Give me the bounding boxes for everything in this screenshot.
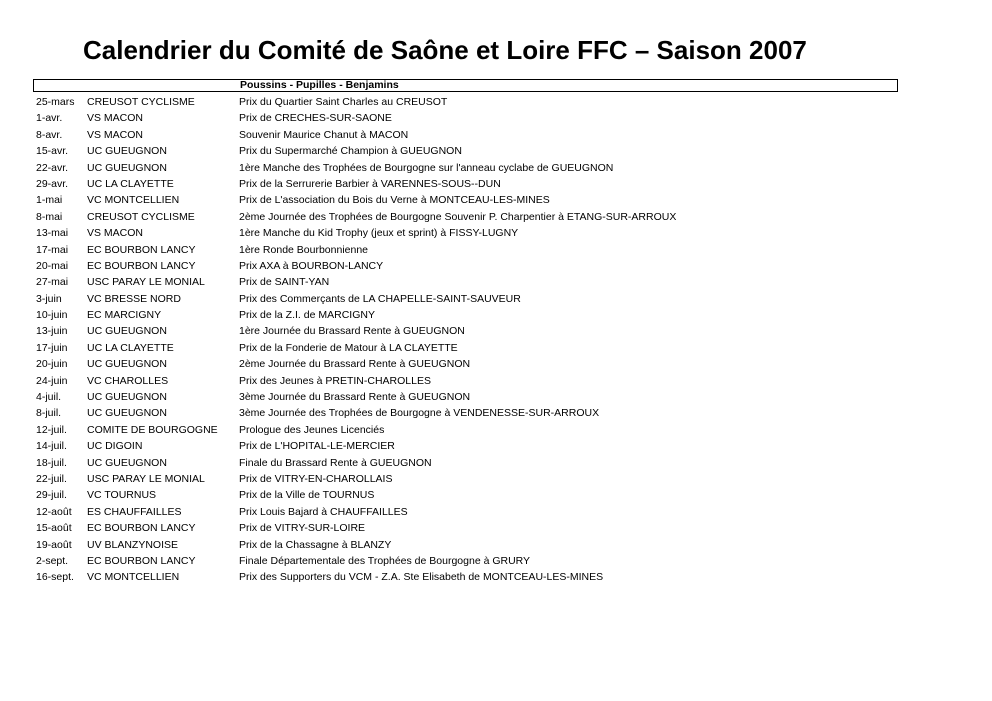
- event-name: Prix du Supermarché Champion à GUEUGNON: [239, 145, 462, 158]
- event-club: VC BRESSE NORD: [87, 292, 181, 305]
- event-name: Prix de CRECHES-SUR-SAONE: [239, 112, 392, 125]
- category-header-row: [33, 79, 898, 92]
- event-club: EC BOURBON LANCY: [87, 522, 196, 535]
- event-club: VS MACON: [87, 128, 144, 141]
- event-name: Prix de VITRY-SUR-LOIRE: [239, 522, 366, 535]
- category-header: Poussins - Pupilles - Benjamins: [240, 79, 399, 91]
- event-club: VS MACON: [87, 227, 144, 240]
- event-date: 15-août: [36, 522, 72, 535]
- event-row: [36, 307, 916, 323]
- event-club: UC GUEUGNON: [87, 325, 167, 338]
- event-list: [36, 94, 916, 586]
- event-date: 19-août: [36, 538, 72, 551]
- event-club: VC MONTCELLIEN: [87, 194, 180, 207]
- event-club: USC PARAY LE MONIAL: [87, 472, 205, 485]
- event-date: 1-mai: [36, 194, 63, 207]
- event-name: Prix du Quartier Saint Charles au CREUSOT: [239, 96, 448, 108]
- event-row: [36, 323, 916, 339]
- event-date: 27-mai: [36, 276, 69, 289]
- event-date: 14-juil.: [36, 440, 67, 453]
- event-date: 24-juin: [36, 374, 68, 387]
- event-row: [36, 487, 916, 503]
- event-row: [36, 127, 916, 143]
- event-row: [36, 192, 916, 208]
- event-date: 20-mai: [36, 259, 69, 272]
- event-row: [36, 340, 916, 356]
- event-club: EC BOURBON LANCY: [87, 259, 196, 272]
- event-date: 15-avr.: [36, 145, 69, 158]
- event-club: UC GUEUGNON: [87, 161, 167, 174]
- event-name: 2ème Journée des Trophées de Bourgogne Souvenir P. Charpentier à ETANG-SUR-ARROUX: [239, 210, 677, 223]
- event-club: CREUSOT CYCLISME: [87, 96, 195, 108]
- event-name: Prix de la Fonderie de Matour à LA CLAYETTE: [239, 341, 458, 354]
- event-row: [36, 274, 916, 290]
- event-club: UV BLANZYNOISE: [87, 538, 179, 551]
- event-name: Prix de la Ville de TOURNUS: [239, 489, 375, 502]
- event-name: 3ème Journée des Trophées de Bourgogne à VENDENESSE-SUR-ARROUX: [239, 407, 600, 420]
- event-row: [36, 504, 916, 520]
- event-name: Finale du Brassard Rente à GUEUGNON: [239, 456, 432, 469]
- event-row: [36, 356, 916, 372]
- event-date: 8-mai: [36, 210, 63, 223]
- event-name: Prix de VITRY-EN-CHAROLLAIS: [239, 472, 393, 485]
- event-row: [36, 569, 916, 585]
- event-club: USC PARAY LE MONIAL: [87, 276, 205, 289]
- event-club: EC BOURBON LANCY: [87, 243, 196, 256]
- event-row: [36, 438, 916, 454]
- event-name: Prix des Supporters du VCM - Z.A. Ste Elisabeth de MONTCEAU-LES-MINES: [239, 571, 604, 584]
- event-name: Souvenir Maurice Chanut à MACON: [239, 128, 409, 141]
- event-row: [36, 422, 916, 438]
- event-date: 13-juin: [36, 325, 68, 338]
- event-date: 8-juil.: [36, 407, 62, 420]
- event-row: [36, 537, 916, 553]
- event-date: 20-juin: [36, 358, 68, 371]
- event-name: Prix de la Z.I. de MARCIGNY: [239, 309, 375, 322]
- event-name: 1ère Manche du Kid Trophy (jeux et sprint) à FISSY-LUGNY: [239, 227, 519, 240]
- event-club: UC GUEUGNON: [87, 456, 167, 469]
- event-date: 22-avr.: [36, 161, 69, 174]
- event-name: Prix de la Serrurerie Barbier à VARENNES-SOUS--DUN: [239, 177, 501, 190]
- event-row: [36, 455, 916, 471]
- event-date: 2-sept.: [36, 554, 69, 567]
- event-club: UC GUEUGNON: [87, 391, 167, 404]
- event-row: [36, 176, 916, 192]
- event-date: 17-mai: [36, 243, 69, 256]
- event-row: [36, 209, 916, 225]
- event-club: UC GUEUGNON: [87, 407, 167, 420]
- event-date: 18-juil.: [36, 456, 67, 469]
- event-row: [36, 143, 916, 159]
- event-club: EC MARCIGNY: [87, 309, 162, 322]
- event-date: 17-juin: [36, 341, 68, 354]
- event-club: VC CHAROLLES: [87, 374, 169, 387]
- page-title: Calendrier du Comité de Saône et Loire FFC – Saison 2007: [83, 35, 807, 65]
- event-date: 3-juin: [36, 292, 62, 305]
- event-row: [36, 471, 916, 487]
- event-date: 29-avr.: [36, 177, 69, 190]
- event-name: Prix de L'HOPITAL-LE-MERCIER: [239, 440, 395, 453]
- event-row: [36, 291, 916, 307]
- event-club: VC TOURNUS: [87, 489, 157, 502]
- event-row: [36, 520, 916, 536]
- event-name: 3ème Journée du Brassard Rente à GUEUGNON: [239, 391, 471, 404]
- event-name: Prix des Jeunes à PRETIN-CHAROLLES: [239, 374, 431, 387]
- event-row: [36, 258, 916, 274]
- event-name: Prix de la Chassagne à BLANZY: [239, 538, 392, 551]
- event-club: CREUSOT CYCLISME: [87, 210, 195, 223]
- event-name: 1ère Ronde Bourbonnienne: [239, 243, 369, 256]
- event-club: UC LA CLAYETTE: [87, 177, 174, 190]
- event-row: [36, 242, 916, 258]
- event-date: 25-mars: [36, 96, 75, 108]
- event-row: [36, 389, 916, 405]
- event-club: UC LA CLAYETTE: [87, 341, 174, 354]
- event-name: Prix des Commerçants de LA CHAPELLE-SAINT-SAUVEUR: [239, 292, 521, 305]
- event-date: 22-juil.: [36, 472, 67, 485]
- event-date: 29-juil.: [36, 489, 67, 502]
- event-club: ES CHAUFFAILLES: [87, 505, 182, 518]
- event-row: [36, 110, 916, 126]
- event-row: [36, 405, 916, 421]
- event-name: 1ère Journée du Brassard Rente à GUEUGNON: [239, 325, 465, 338]
- event-name: 1ère Manche des Trophées de Bourgogne sur l'anneau cyclabe de GUEUGNON: [239, 161, 614, 174]
- event-date: 12-août: [36, 505, 72, 518]
- event-name: Prix AXA à BOURBON-LANCY: [239, 259, 384, 272]
- event-club: VC MONTCELLIEN: [87, 571, 180, 584]
- event-date: 4-juil.: [36, 391, 62, 404]
- event-date: 8-avr.: [36, 128, 63, 141]
- event-date: 10-juin: [36, 309, 68, 322]
- event-club: UC GUEUGNON: [87, 145, 167, 158]
- event-date: 12-juil.: [36, 423, 67, 436]
- event-club: VS MACON: [87, 112, 144, 125]
- event-club: EC BOURBON LANCY: [87, 554, 196, 567]
- event-name: 2ème Journée du Brassard Rente à GUEUGNON: [239, 358, 471, 371]
- event-row: [36, 160, 916, 176]
- event-row: [36, 94, 916, 110]
- event-club: UC GUEUGNON: [87, 358, 167, 371]
- event-name: Prix Louis Bajard à CHAUFFAILLES: [239, 505, 408, 518]
- event-name: Finale Départementale des Trophées de Bourgogne à GRURY: [239, 554, 531, 567]
- event-club: COMITE DE BOURGOGNE: [87, 423, 218, 436]
- event-row: [36, 553, 916, 569]
- event-date: 16-sept.: [36, 571, 74, 584]
- event-date: 1-avr.: [36, 112, 63, 125]
- event-row: [36, 225, 916, 241]
- event-date: 13-mai: [36, 227, 69, 240]
- event-row: [36, 373, 916, 389]
- event-club: UC DIGOIN: [87, 440, 143, 453]
- event-name: Prologue des Jeunes Licenciés: [239, 423, 385, 436]
- event-name: Prix de SAINT-YAN: [239, 276, 330, 289]
- event-name: Prix de L'association du Bois du Verne à MONTCEAU-LES-MINES: [239, 194, 550, 207]
